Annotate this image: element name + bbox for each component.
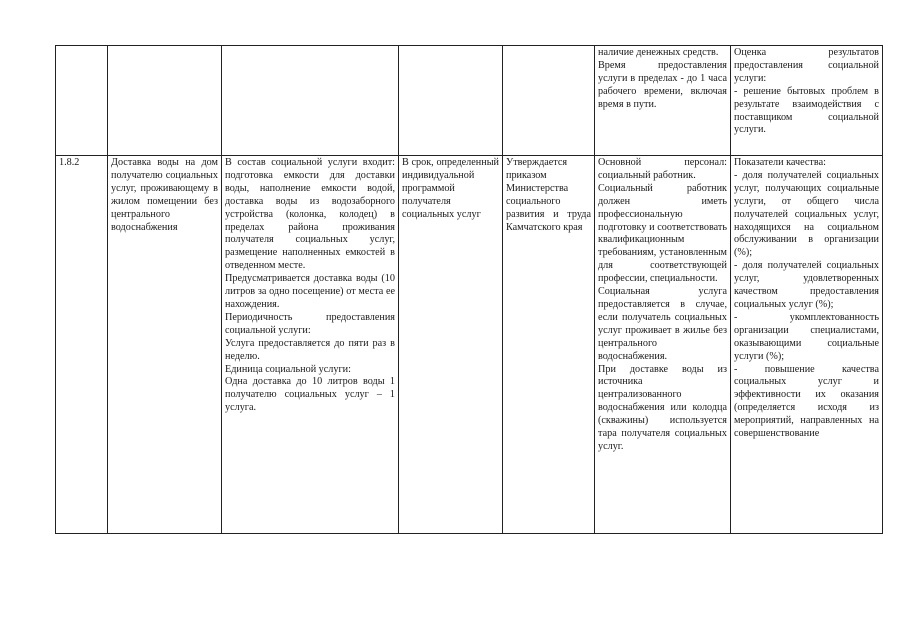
cell-deadline: В срок, определенный индивидуальной программой получателя социальных услуг xyxy=(399,156,503,534)
cell-conditions: наличие денежных средств. Время предоставления услуги в пределах - до 1 часа рабочего времени, включая время в пути. xyxy=(595,46,731,156)
cell-basis xyxy=(503,46,595,156)
cell-description: В состав социальной услуги входит: подготовка емкости для доставки воды, наполнение емкости водой, доставка воды из водозаборного устройства (колонка, колодец) в пределах района проживания получателя социальных услуг, размещение наполненных емкостей в отведенном месте. Предусматривается доставка воды (10 литров за одно посещение) от места ее нахождения. Периодичность предоставления социальной услуги: Услуга предоставляется до пяти раз в неделю. Единица социальной услуги: Одна доставка до 10 литров воды 1 получателю социальных услуг – 1 услуга. xyxy=(222,156,399,534)
cell-quality: Показатели качества: - доля получателей социальных услуг, получающих социальные услуги, от общего числа получателей социальных услуг, находящихся на социальном обслуживании в организации (%); - доля получателей социальных услуг, удовлетворенных качеством предоставления социальных услуг (%); - укомплектованность организации специалистами, оказывающими социальные услуги (%); - повышение качества социальных услуг и эффективности их оказания (определяется исходя из мероприятий, направленных на совершенствование xyxy=(731,156,883,534)
cell-description xyxy=(222,46,399,156)
cell-basis: Утверждается приказом Министерства социального развития и труда Камчатского края xyxy=(503,156,595,534)
cell-number: 1.8.2 xyxy=(56,156,108,534)
cell-number xyxy=(56,46,108,156)
cell-quality: Оценка результатов предоставления социальной услуги: - решение бытовых проблем в результате взаимодействия с поставщиком социальной услуги. xyxy=(731,46,883,156)
cell-service-name: Доставка воды на дом получателю социальных услуг, проживающему в жилом помещении без центрального водоснабжения xyxy=(108,156,222,534)
cell-conditions: Основной персонал: социальный работник. Социальный работник должен иметь профессиональную подготовку и соответствовать квалификационным требованиям, установленным для соответствующей профессии, специальности. Социальная услуга предоставляется в случае, если получатель социальных услуг проживает в жилье без центрального водоснабжения. При доставке воды из источника централизованного водоснабжения или колодца (скважины) используется тара получателя социальных услуг. xyxy=(595,156,731,534)
table-row xyxy=(56,156,883,534)
cell-service-name xyxy=(108,46,222,156)
table-row xyxy=(56,46,883,156)
services-table xyxy=(55,45,883,534)
cell-deadline xyxy=(399,46,503,156)
